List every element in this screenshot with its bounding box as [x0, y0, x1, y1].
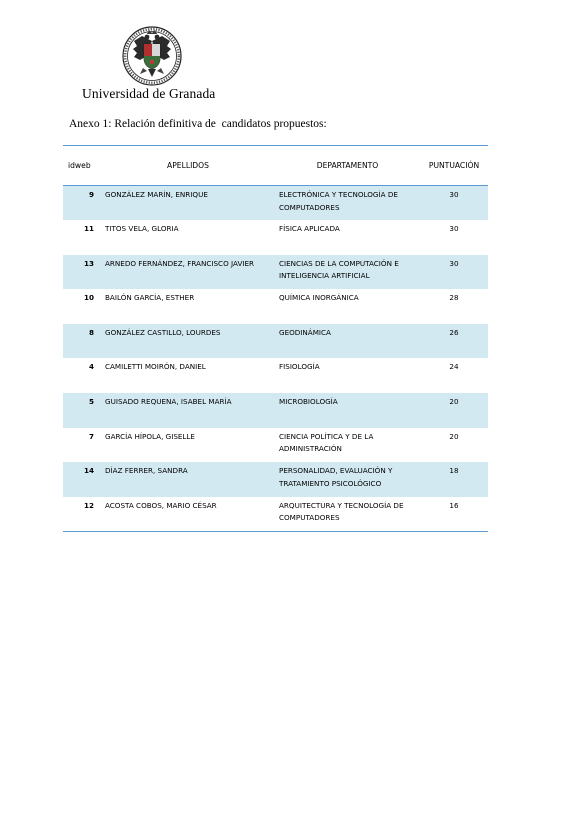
table-row — [63, 497, 488, 532]
cell-puntuacion: 20 — [449, 397, 459, 407]
cell-departamento: CIENCIA POLÍTICA Y DE LA ADMINISTRACIÓN — [279, 431, 374, 454]
cell-idweb: 4 — [88, 362, 94, 372]
column-header-departamento: DEPARTAMENTO — [316, 161, 379, 170]
cell-departamento: FÍSICA APLICADA — [279, 224, 340, 234]
university-seal-logo — [121, 24, 183, 88]
cell-departamento: ARQUITECTURA Y TECNOLOGÍA DE COMPUTADORES — [279, 500, 404, 523]
cell-puntuacion: 30 — [449, 258, 459, 268]
cell-departamento: PERSONALIDAD, EVALUACIÓN Y TRATAMIENTO PSICOLÓGICO — [279, 466, 393, 488]
cell-departamento: CIENCIAS DE LA COMPUTACIÓN E INTELIGENCIA ARTIFICIAL — [279, 258, 399, 281]
cell-idweb: 10 — [83, 293, 94, 303]
cell-idweb: 8 — [88, 327, 94, 337]
cell-apellidos: DÍAZ FERRER, SANDRA — [105, 466, 188, 476]
column-header-puntuacion: PUNTUACIÓN — [428, 161, 480, 170]
cell-apellidos: GONZÁLEZ CASTILLO, LOURDES — [105, 327, 221, 337]
table-row — [63, 220, 488, 255]
cell-idweb: 14 — [83, 466, 94, 476]
cell-puntuacion: 26 — [449, 327, 459, 337]
cell-apellidos: ACOSTA COBOS, MARIO CÉSAR — [105, 500, 217, 510]
cell-departamento: FISIOLOGÍA — [279, 362, 320, 372]
table-row — [63, 289, 488, 324]
annex-title: Anexo 1: Relación definitiva de candidatos propuestos: — [69, 118, 327, 130]
cell-apellidos: GUISADO REQUENA, ISABEL MARÍA — [105, 397, 232, 407]
cell-apellidos: CAMILETTI MOIRÓN, DANIEL — [105, 362, 206, 372]
table-row — [63, 358, 488, 393]
cell-departamento: GEODINÁMICA — [279, 327, 331, 337]
cell-puntuacion: 20 — [449, 431, 459, 441]
cell-idweb: 7 — [88, 431, 94, 441]
column-header-apellidos: APELLIDOS — [167, 161, 209, 170]
cell-apellidos: ARNEDO FERNÁNDEZ, FRANCISCO JAVIER — [105, 258, 255, 268]
cell-departamento: ELECTRÓNICA Y TECNOLOGÍA DE COMPUTADORES — [279, 190, 398, 212]
table-row — [63, 186, 488, 221]
candidates-table-container — [63, 145, 488, 532]
cell-puntuacion: 30 — [449, 224, 459, 234]
cell-puntuacion: 16 — [449, 500, 459, 510]
table-row — [63, 428, 488, 463]
cell-puntuacion: 18 — [449, 466, 459, 476]
cell-apellidos: TITOS VELA, GLORIA — [105, 224, 179, 234]
table-row — [63, 462, 488, 497]
university-name: Universidad de Granada — [82, 86, 216, 101]
table-header-row — [63, 146, 488, 186]
table-row — [63, 393, 488, 428]
cell-idweb: 9 — [88, 190, 94, 199]
table-row — [63, 324, 488, 359]
cell-apellidos: GONZÁLEZ MARÍN, ENRIQUE — [105, 190, 208, 199]
cell-apellidos: GARCÍA HÍPOLA, GISELLE — [105, 431, 195, 441]
table-row — [63, 255, 488, 290]
cell-puntuacion: 28 — [449, 293, 459, 303]
cell-departamento: QUÍMICA INORGÁNICA — [279, 293, 359, 303]
cell-departamento: MICROBIOLOGÍA — [279, 397, 338, 407]
candidates-table — [63, 145, 488, 532]
cell-idweb: 13 — [83, 258, 94, 268]
cell-apellidos: BAILÓN GARCÍA, ESTHER — [105, 293, 195, 303]
cell-idweb: 5 — [88, 397, 94, 407]
column-header-idweb: idweb — [68, 161, 91, 170]
cell-idweb: 12 — [83, 500, 94, 510]
cell-idweb: 11 — [83, 224, 94, 234]
cell-puntuacion: 30 — [449, 190, 459, 199]
cell-puntuacion: 24 — [449, 362, 459, 372]
